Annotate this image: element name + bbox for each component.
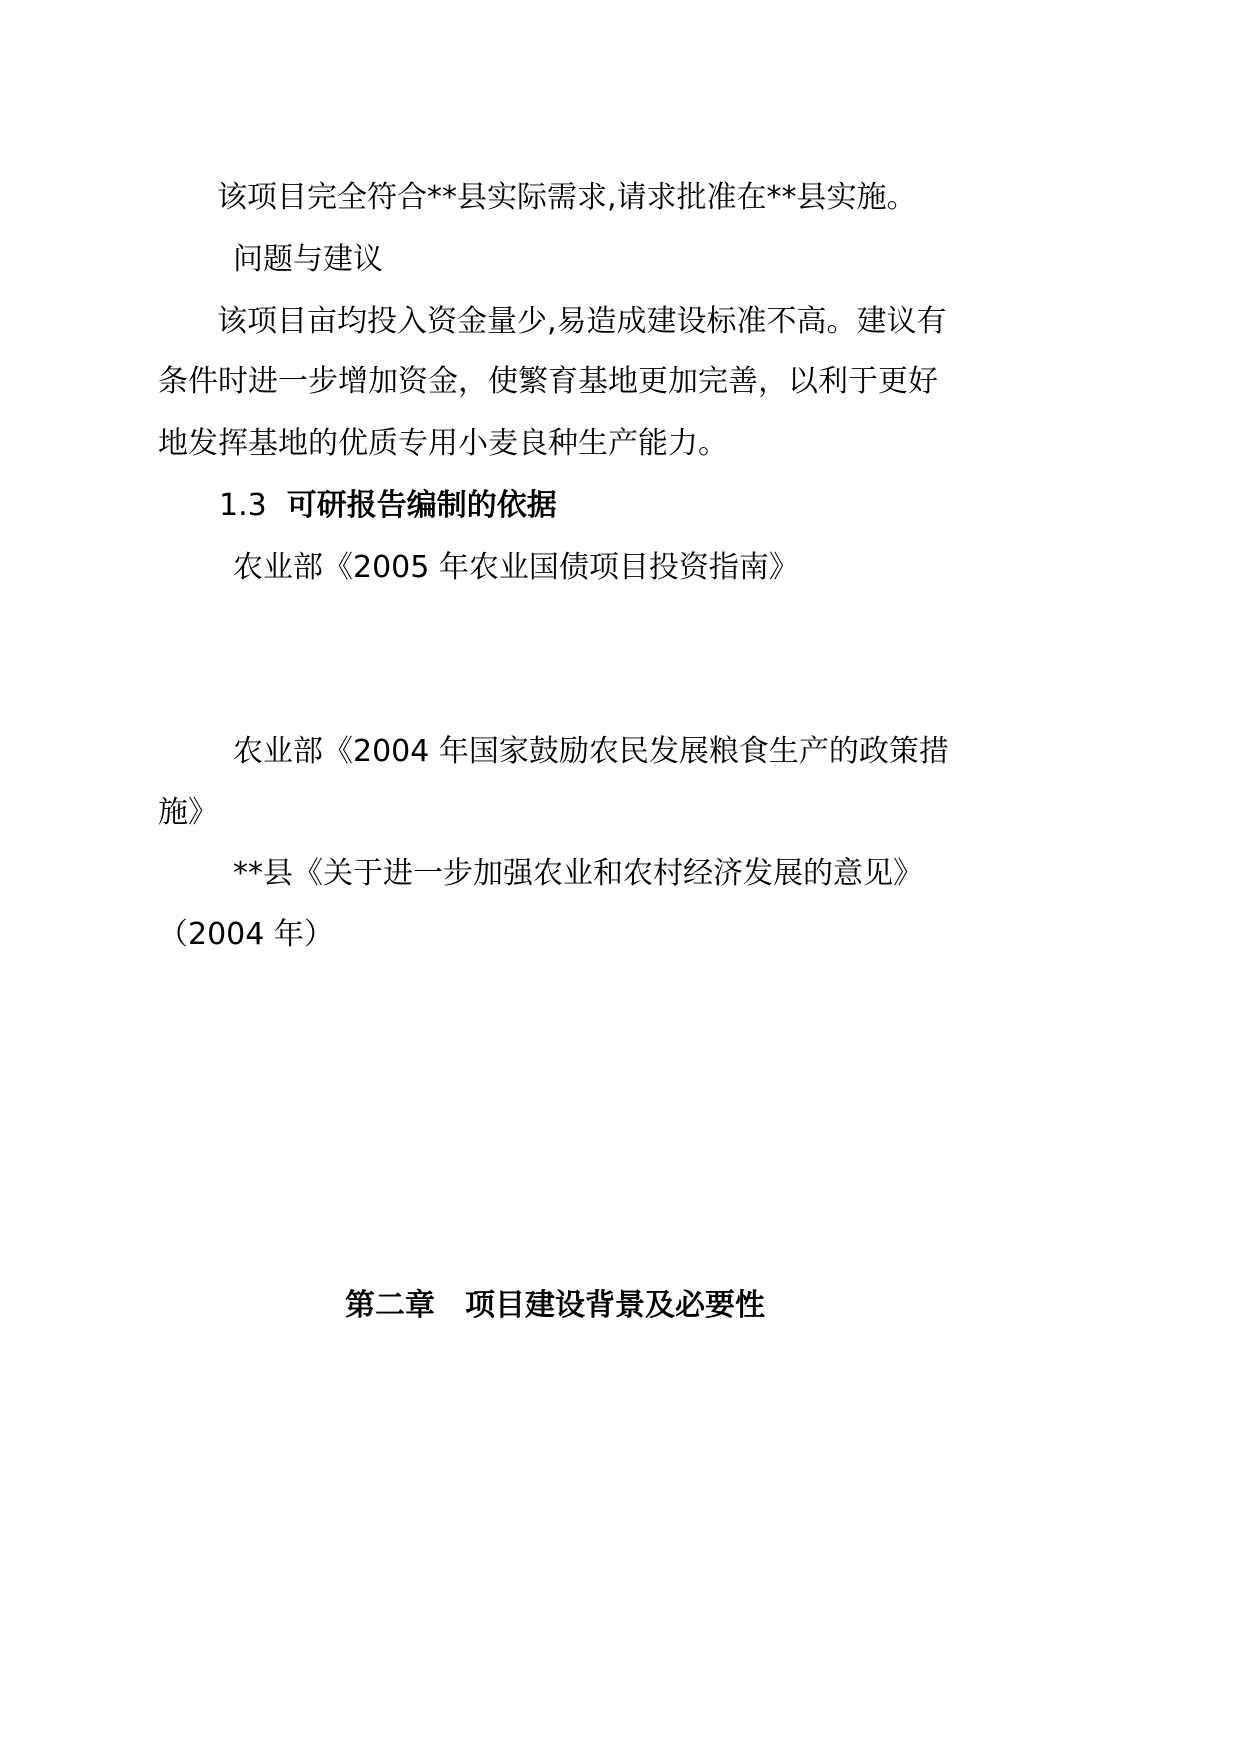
reference-3-line-2: （2004 年） [158, 917, 334, 952]
section-number: 1.3 [219, 488, 267, 523]
section-heading [219, 486, 557, 526]
paragraph-suggestion-line-1: 该项目亩均投入资金量少,易造成建设标准不高。建议有 [217, 304, 947, 339]
reference-2-line-1: 农业部《2004 年国家鼓励农民发展粮食生产的政策措 [233, 734, 949, 769]
reference-3-line-1: **县《关于进一步加强农业和农村经济发展的意见》 [233, 856, 923, 891]
paragraph-suggestion-line-3: 地发挥基地的优质专用小麦良种生产能力。 [158, 426, 728, 461]
reference-2-line-2: 施》 [158, 795, 218, 830]
reference-1: 农业部《2005 年农业国债项目投资指南》 [233, 550, 799, 585]
paragraph-suggestion-line-2: 条件时进一步增加资金，使繁育基地更加完善，以利于更好 [158, 364, 938, 399]
subheading-issues-suggestions: 问题与建议 [233, 242, 383, 277]
paragraph-compliance: 该项目完全符合**县实际需求,请求批准在**县实施。 [217, 180, 917, 215]
section-title: 可研报告编制的依据 [286, 488, 557, 523]
chapter-title: 第二章 项目建设背景及必要性 [345, 1288, 765, 1323]
